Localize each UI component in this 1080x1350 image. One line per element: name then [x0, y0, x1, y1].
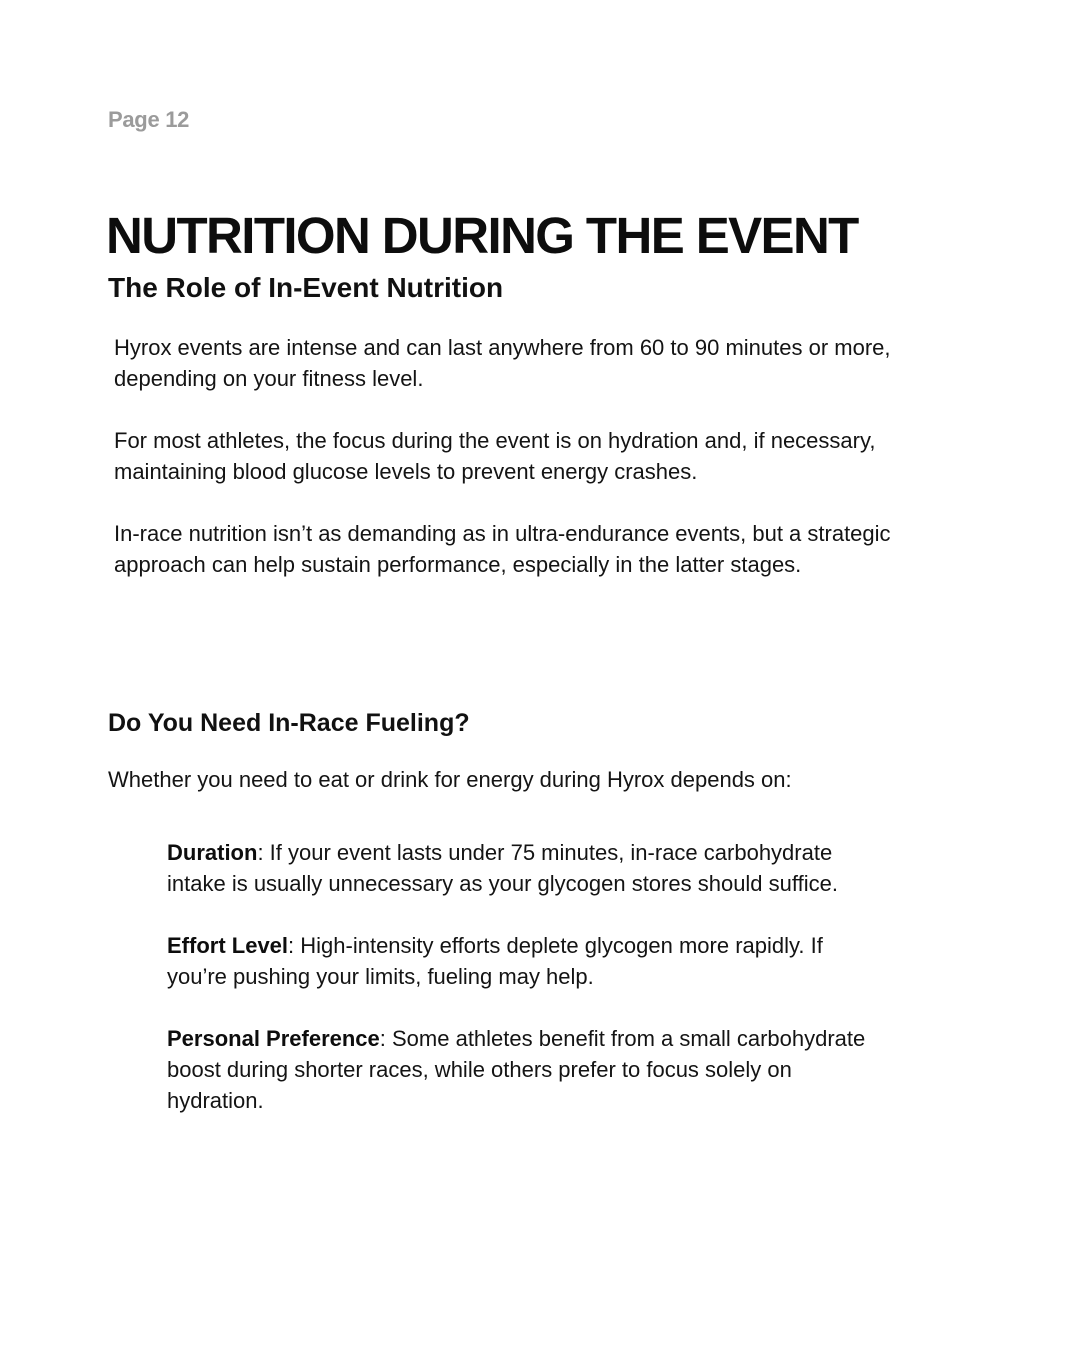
page-title: NUTRITION DURING THE EVENT: [106, 207, 858, 264]
intro-paragraph: Hyrox events are intense and can last anywhere from 60 to 90 minutes or more, depending on your fitness level.: [114, 335, 891, 391]
list-item: [167, 1023, 867, 1116]
fueling-heading: Do You Need In-Race Fueling?: [108, 709, 470, 737]
intro-paragraph: For most athletes, the focus during the event is on hydration and, if necessary, maintaining blood glucose levels to prevent energy crashes.: [114, 428, 876, 484]
fueling-lead: Whether you need to eat or drink for energy during Hyrox depends on:: [108, 767, 792, 792]
factor-term-effort-level: Effort Level: [167, 933, 289, 958]
factor-text: : High-intensity efforts deplete glycogen more rapidly. If you’re pushing your limits, fueling may help.: [167, 933, 823, 989]
section-subtitle: The Role of In-Event Nutrition: [108, 272, 504, 303]
factor-text: : If your event lasts under 75 minutes, in-race carbohydrate intake is usually unnecessary as your glycogen stores should suffice.: [167, 840, 838, 896]
factor-term-personal-preference: Personal Preference: [167, 1026, 380, 1051]
factor-text: : Some athletes benefit from a small carbohydrate boost during shorter races, while others prefer to focus solely on hydration.: [167, 1026, 866, 1113]
list-item: [167, 930, 867, 992]
factor-term-duration: Duration: [167, 840, 258, 865]
intro-text: [114, 332, 954, 611]
fueling-factors-list: [167, 837, 867, 1147]
page-number: Page 12: [108, 107, 190, 132]
intro-paragraph: In-race nutrition isn’t as demanding as in ultra-endurance events, but a strategic approach can help sustain performance, especially in the latter stages.: [114, 521, 891, 577]
list-item: [167, 837, 867, 899]
